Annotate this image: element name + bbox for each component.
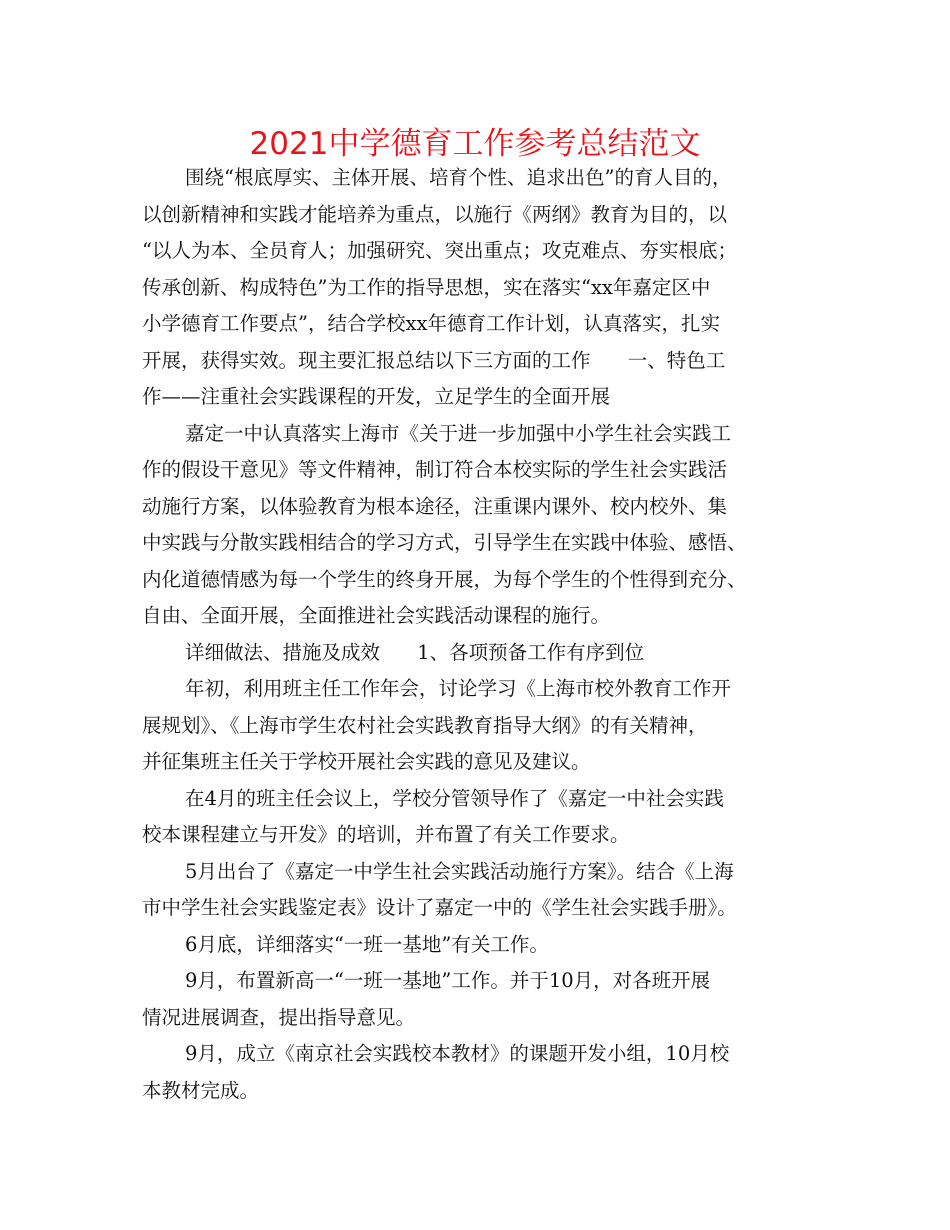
paragraph-line: 内化道德情感为每一个学生的终身开展，为每个学生的个性得到充分、 xyxy=(142,567,747,591)
paragraph xyxy=(142,781,832,854)
paragraph-line: 作——注重社会实践课程的开发，立足学生的全面开展 xyxy=(142,385,611,408)
paragraph-line: 年初，利用班主任工作年会，讨论学习《上海市校外教育工作开 xyxy=(185,677,732,700)
paragraph xyxy=(142,160,832,416)
paragraph xyxy=(142,635,832,672)
paragraph-line: 5月出台了《嘉定一中学生社会实践活动施行方案》。结合《上海 xyxy=(185,859,734,883)
paragraph-line: 市中学生社会实践鉴定表》设计了嘉定一中的《学生社会实践手册》。 xyxy=(142,896,737,919)
paragraph-line: 开展，获得实效。现主要汇报总结以下三方面的工作 一、特色工 xyxy=(142,348,726,372)
paragraph-line: 并征集班主任关于学校开展社会实践的意见及建议。 xyxy=(142,750,591,773)
paragraph-line: 9月，布置新高一“一班一基地”工作。并于10月，对各班开展 xyxy=(185,969,711,992)
paragraph-line: 传承创新、构成特色”为工作的指导思想，实在落实“xx年嘉定区中 xyxy=(142,275,711,299)
paragraph-line: 本教材完成。 xyxy=(142,1078,260,1102)
paragraph xyxy=(142,1036,832,1109)
paragraph xyxy=(142,963,832,1036)
paragraph xyxy=(142,416,832,635)
paragraph-line: 详细做法、措施及成效 1、各项预备工作有序到位 xyxy=(185,640,645,664)
paragraph xyxy=(142,927,832,964)
document-body xyxy=(142,160,832,1109)
paragraph-line: 自由、全面开展，全面推进社会实践活动课程的施行。 xyxy=(142,604,611,627)
paragraph-line: 作的假设干意见》等文件精神，制订符合本校实际的学生社会实践活 xyxy=(142,458,728,481)
paragraph-line: 中实践与分散实践相结合的学习方式，引导学生在实践中体验、感悟、 xyxy=(142,531,747,554)
paragraph xyxy=(142,854,832,927)
paragraph-line: 以创新精神和实践才能培养为重点，以施行《两纲》教育为目的，以 xyxy=(142,202,728,226)
document-title: 2021中学德育工作参考总结范文 xyxy=(249,126,701,162)
paragraph-line: 小学德育工作要点”，结合学校xx年德育工作计划，认真落实，扎实 xyxy=(142,312,720,335)
paragraph-line: 动施行方案，以体验教育为根本途径，注重课内课外、校内校外、集 xyxy=(142,494,728,518)
paragraph-line: 9月，成立《南京社会实践校本教材》的课题开发小组，10月校 xyxy=(185,1042,730,1065)
paragraph-line: 校本课程建立与开发》的培训，并布置了有关工作要求。 xyxy=(142,823,630,846)
paragraph-line: 围绕“根底厚实、主体开展、培育个性、追求出色”的育人目的， xyxy=(185,166,732,189)
paragraph-line: 在4月的班主任会议上，学校分管领导作了《嘉定一中社会实践 xyxy=(185,786,724,810)
paragraph xyxy=(142,671,832,781)
paragraph-line: 展规划》、《上海市学生农村社会实践教育指导大纲》的有关精神， xyxy=(142,713,708,737)
paragraph-line: 情况进展调查，提出指导意见。 xyxy=(142,1005,416,1029)
paragraph-line: 6月底，详细落实“一班一基地”有关工作。 xyxy=(185,932,549,956)
paragraph-line: “以人为本、全员育人；加强研究、突出重点；攻克难点、夯实根底； xyxy=(142,239,737,262)
paragraph-line: 嘉定一中认真落实上海市《关于进一步加强中小学生社会实践工 xyxy=(185,421,732,445)
